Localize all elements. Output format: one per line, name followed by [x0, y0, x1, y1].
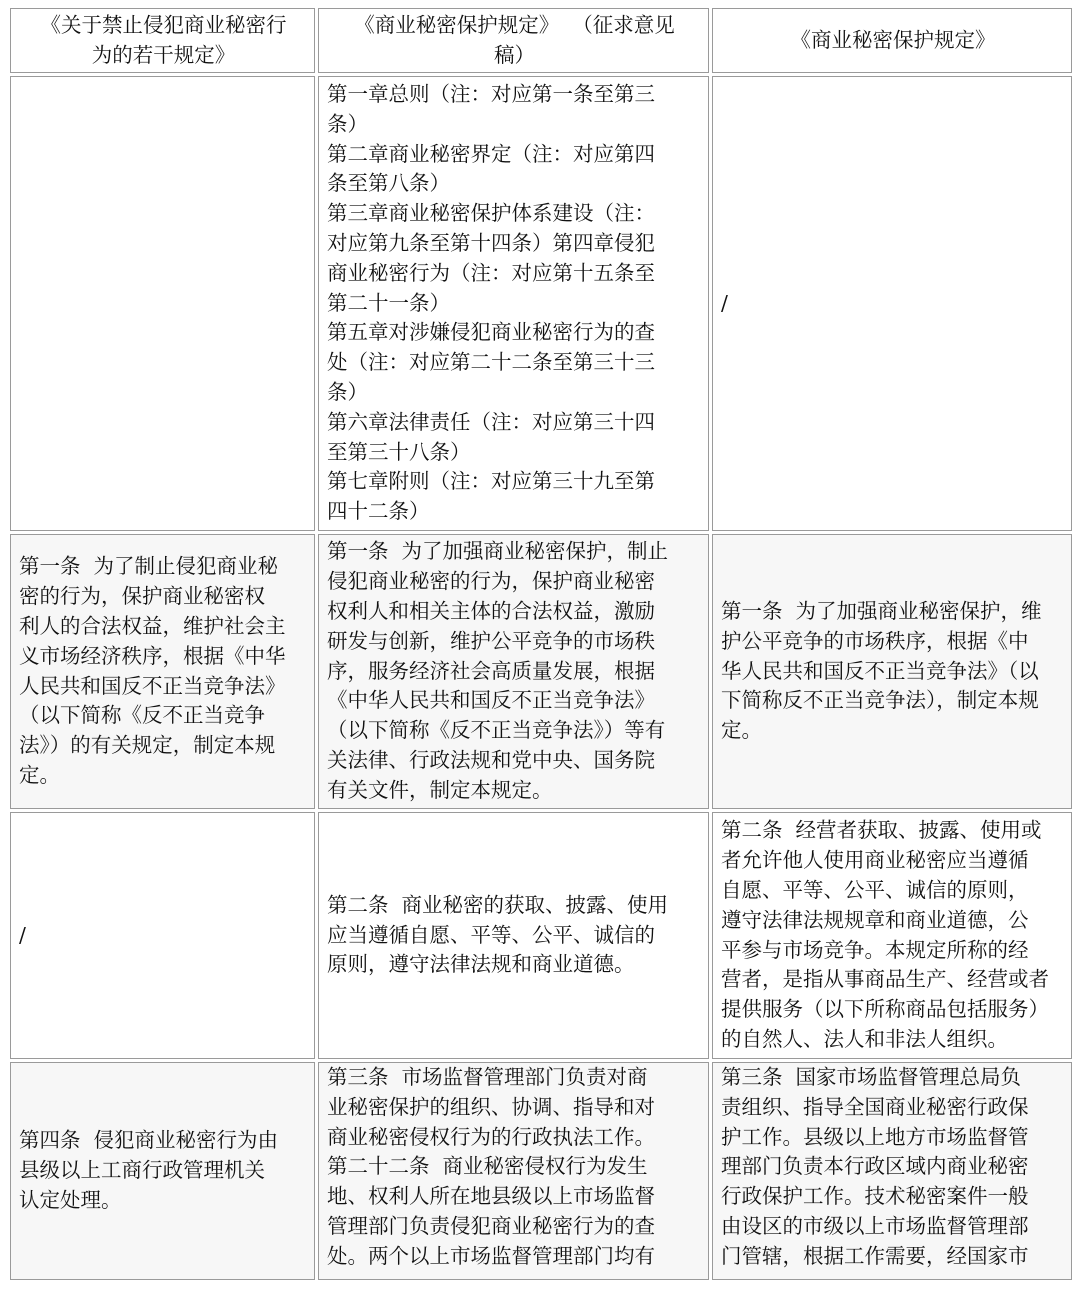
table-cell: 第一条 为了加强商业秘密保护，维 护公平竞争的市场秩序，根据《中 华人民共和国反不正当竞争法》（以 下简称反不正当竞争法），制定本规 定。	[712, 534, 1072, 809]
table-cell: 第二条 经营者获取、披露、使用或 者允许他人使用商业秘密应当遵循 自愿、平等、公平、诚信的原则， 遵守法律法规规章和商业道德，公 平参与市场竞争。本规定所称的经 营者，是指从事商品生产、经营或者 提供服务（以下所称商品包括服务） 的自然人、法人和非法人组织。	[712, 812, 1072, 1059]
comparison-table	[7, 5, 1075, 1283]
table-cell: 第三条 国家市场监督管理总局负 责组织、指导全国商业秘密行政保 护工作。县级以上地方市场监督管 理部门负责本行政区域内商业秘密 行政保护工作。技术秘密案件一般 由设区的市级以上市场监督管理部 门管辖，根据工作需要，经国家市	[712, 1062, 1072, 1280]
table-cell: 第一条 为了制止侵犯商业秘 密的行为，保护商业秘密权 利人的合法权益，维护社会主 义市场经济秩序，根据《中华 人民共和国反不正当竞争法》 （以下简称《反不正当竞争 法》）的有关规定，制定本规 定。	[10, 534, 315, 809]
table-cell: /	[712, 76, 1072, 531]
table-cell: /	[10, 812, 315, 1059]
table-row	[10, 76, 1072, 531]
table-row	[10, 534, 1072, 809]
header-draft-regulation: 《商业秘密保护规定》 （征求意见 稿）	[318, 8, 709, 73]
table-cell: 第二条 商业秘密的获取、披露、使用 应当遵循自愿、平等、公平、诚信的 原则，遵守法律法规和商业道德。	[318, 812, 709, 1059]
table-row	[10, 1062, 1072, 1280]
table-cell: 第一条 为了加强商业秘密保护，制止 侵犯商业秘密的行为，保护商业秘密 权利人和相关主体的合法权益，激励 研发与创新，维护公平竞争的市场秩 序，服务经济社会高质量发展，根据 《中华人民共和国反不正当竞争法》 （以下简称《反不正当竞争法》）等有 关法律、行政法规和党中央、国务院 有关文件，制定本规定。	[318, 534, 709, 809]
header-row	[10, 8, 1072, 73]
table-cell: 第一章总则（注：对应第一条至第三 条） 第二章商业秘密界定（注：对应第四 条至第八条） 第三章商业秘密保护体系建设（注： 对应第九条至第十四条）第四章侵犯 商业秘密行为（注：对应第十五条至 第二十一条） 第五章对涉嫌侵犯商业秘密行为的查 处（注：对应第二十二条至第三十三 条） 第六章法律责任（注：对应第三十四 至第三十八条） 第七章附则（注：对应第三十九至第 四十二条）	[318, 76, 709, 531]
header-old-regulation: 《关于禁止侵犯商业秘密行 为的若干规定》	[10, 8, 315, 73]
table-row	[10, 812, 1072, 1059]
table-cell	[10, 76, 315, 531]
table-cell: 第三条 市场监督管理部门负责对商 业秘密保护的组织、协调、指导和对 商业秘密侵权行为的行政执法工作。 第二十二条 商业秘密侵权行为发生 地、权利人所在地县级以上市场监督 管理部门负责侵犯商业秘密行为的查 处。两个以上市场监督管理部门均有	[318, 1062, 709, 1280]
header-final-regulation: 《商业秘密保护规定》	[712, 8, 1072, 73]
table-cell: 第四条 侵犯商业秘密行为由 县级以上工商行政管理机关 认定处理。	[10, 1062, 315, 1280]
